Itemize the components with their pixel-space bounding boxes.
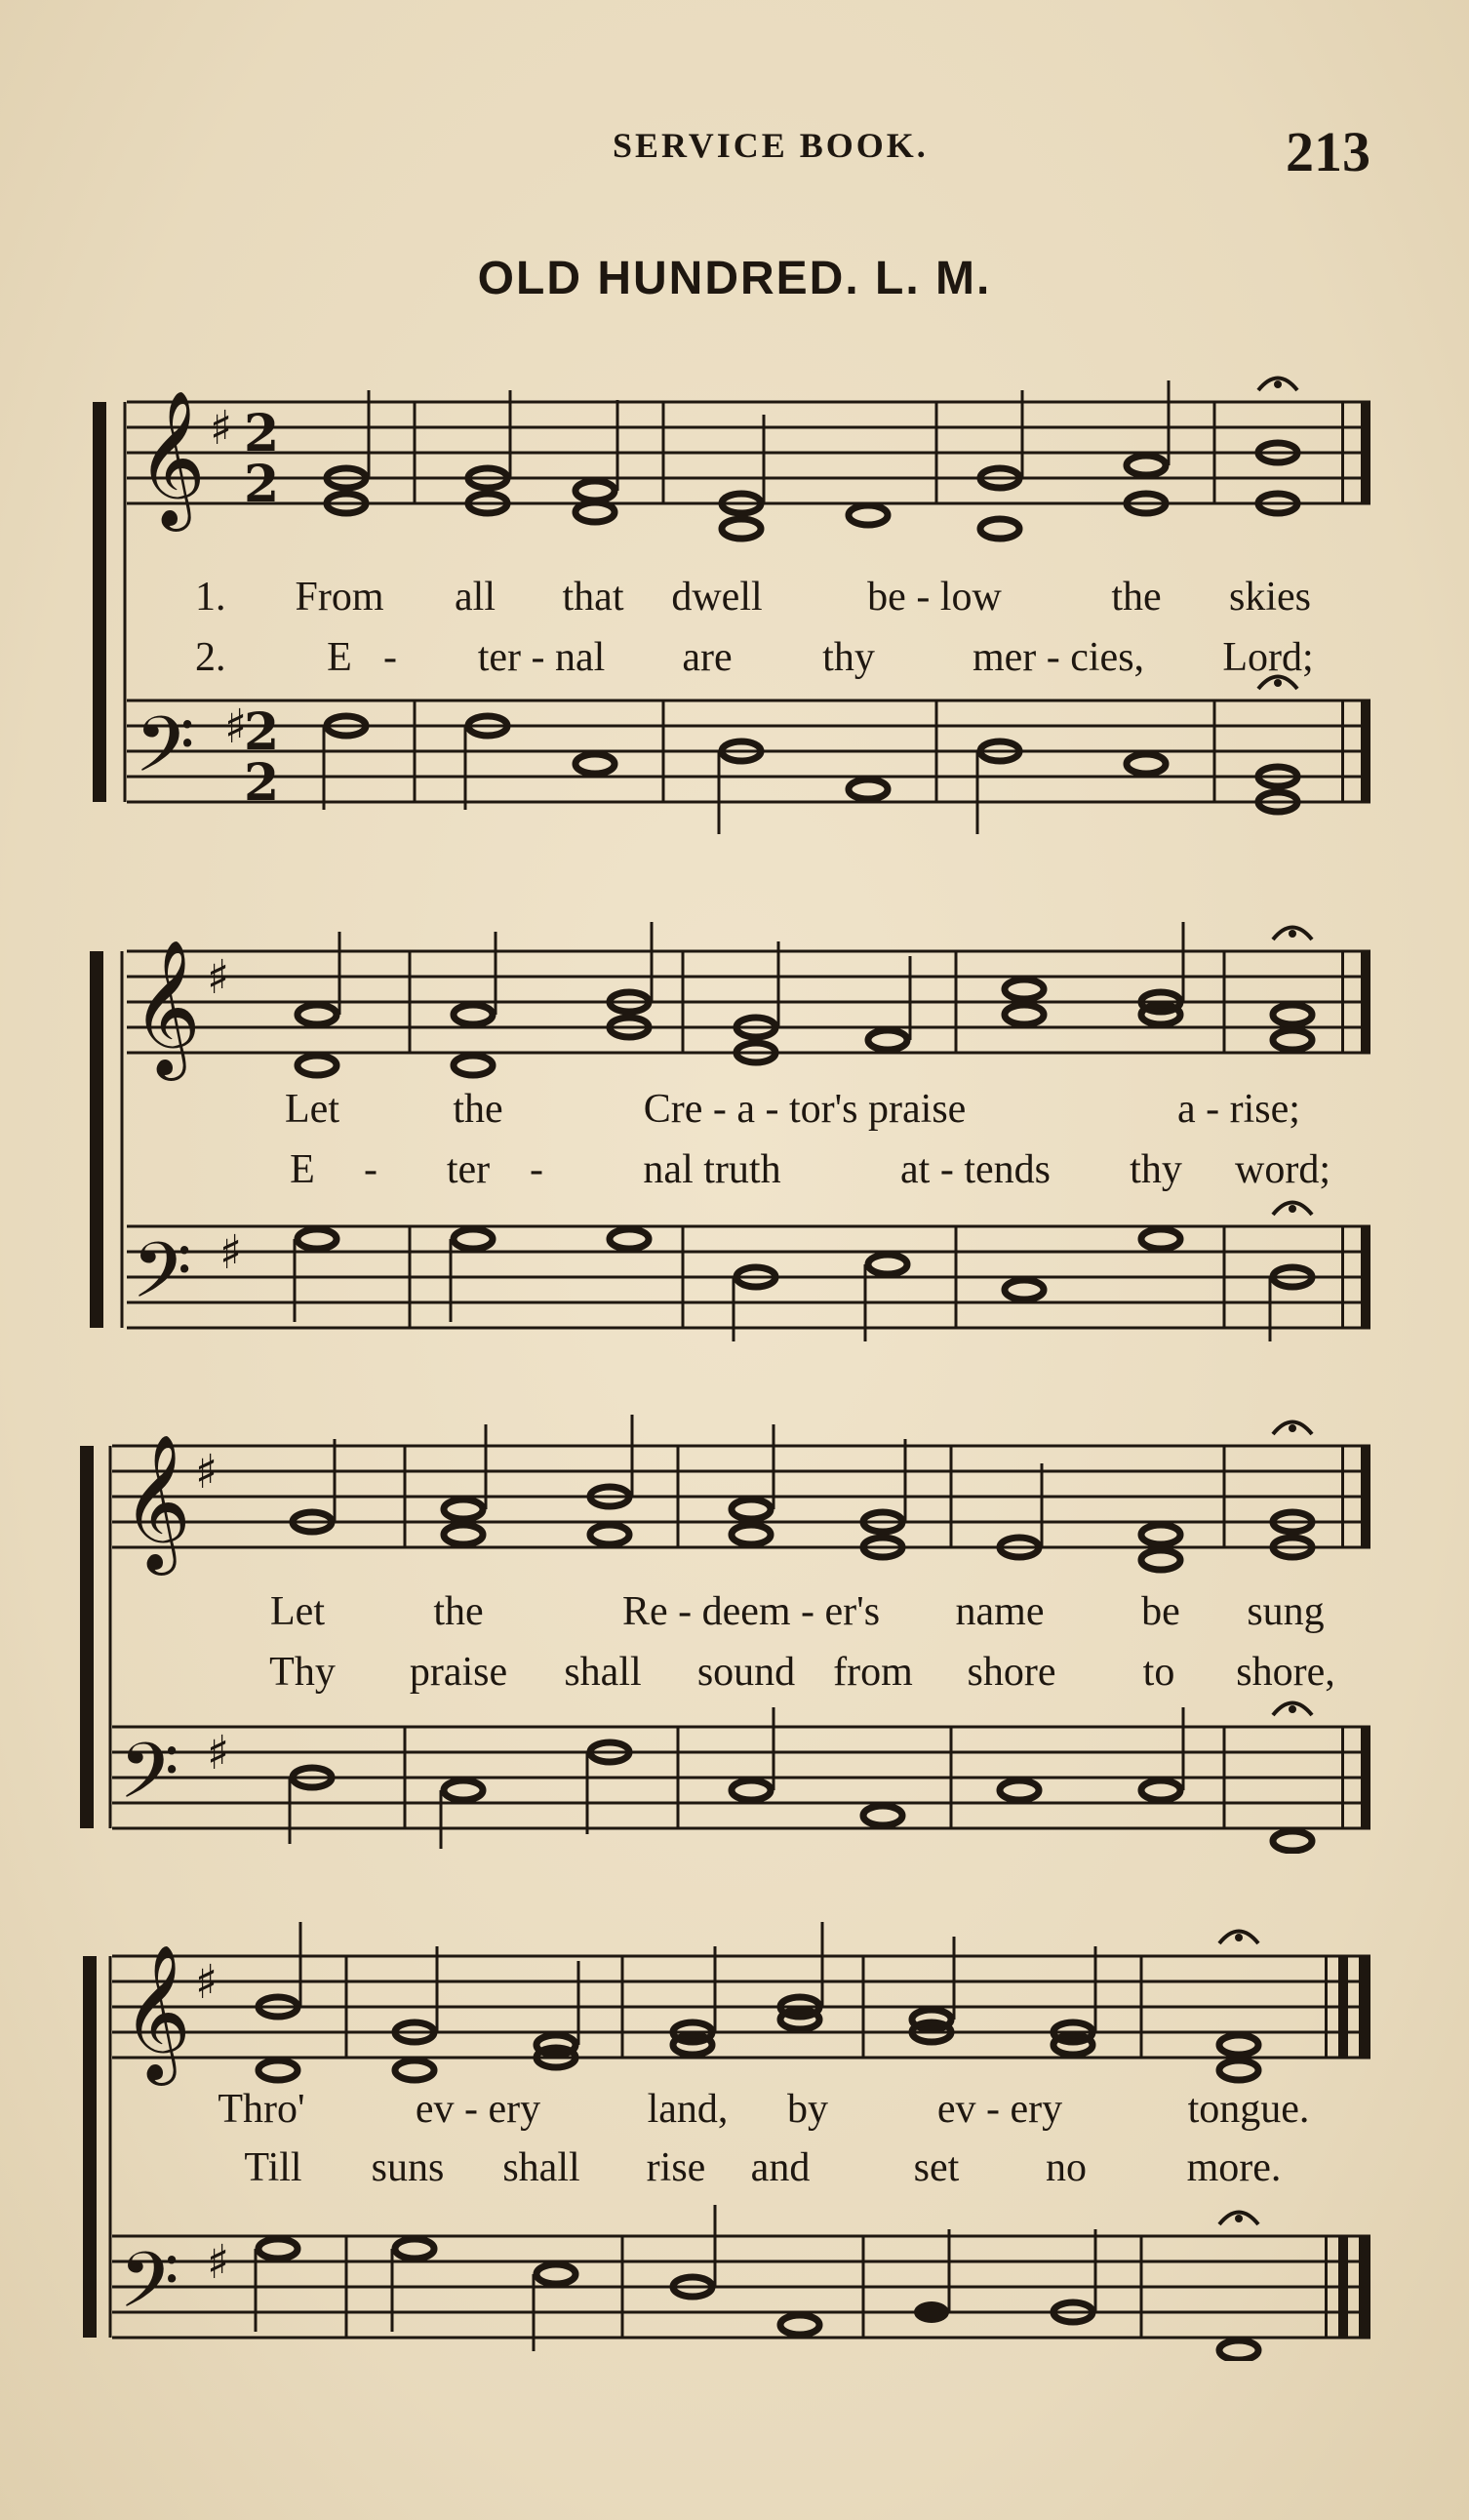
lyric-syllable: a - rise;: [1177, 1087, 1300, 1132]
svg-text:♯: ♯: [207, 950, 230, 1005]
running-head: [0, 119, 1469, 187]
lyric-syllable: shore,: [1236, 1650, 1335, 1695]
music-system-1: [0, 361, 1469, 839]
lyric-syllable: all: [455, 575, 496, 620]
svg-text:2: 2: [244, 455, 280, 514]
svg-text:𝄞: 𝄞: [137, 390, 206, 526]
lyric-syllable: praise: [409, 1650, 508, 1695]
lyric-syllable: and: [750, 2145, 811, 2190]
lyric-syllable: skies: [1229, 575, 1311, 620]
svg-text:♯: ♯: [207, 1726, 230, 1780]
lyric-syllable: dwell: [671, 575, 763, 620]
lyric-syllable: shall: [502, 2145, 580, 2190]
svg-text:♯: ♯: [224, 700, 248, 754]
lyric-syllable: be: [1141, 1589, 1180, 1634]
svg-text:𝄢: 𝄢: [119, 2235, 179, 2344]
svg-text:♯: ♯: [195, 1955, 218, 2010]
svg-text:♯: ♯: [207, 2235, 230, 2290]
lyric-syllable: thy: [1130, 1147, 1182, 1192]
lyric-syllable: nal truth: [643, 1147, 781, 1192]
lyric-syllable: no: [1046, 2145, 1087, 2190]
svg-text:𝄢: 𝄢: [132, 1225, 192, 1335]
lyric-syllable: Thy: [269, 1650, 336, 1695]
lyric-syllable: sung: [1247, 1589, 1325, 1634]
hymn-title: OLD HUNDRED. L. M.: [477, 253, 992, 304]
lyric-syllable: at - tends: [900, 1147, 1051, 1192]
lyric-syllable: Let: [270, 1589, 325, 1634]
lyric-syllable: be - low: [867, 575, 1002, 620]
verse1-line-2: [0, 1086, 1469, 1137]
lyric-syllable: more.: [1186, 2145, 1282, 2190]
lyric-syllable: sound: [696, 1650, 796, 1695]
lyric-syllable: the: [1111, 575, 1162, 620]
music-system-4: [0, 1902, 1469, 2361]
lyric-syllable: -: [383, 635, 397, 680]
verse2-line-2: [0, 1146, 1469, 1197]
music-system-3: [0, 1405, 1469, 1854]
lyric-syllable: -: [364, 1147, 377, 1192]
lyric-syllable: Cre - a - tor's praise: [643, 1087, 967, 1132]
verse1-line-3: [0, 1588, 1469, 1639]
lyric-syllable: by: [787, 2087, 828, 2132]
lyric-syllable: ter: [446, 1147, 491, 1192]
svg-text:𝄢: 𝄢: [135, 700, 195, 809]
lyric-syllable: thy: [822, 635, 875, 680]
verse1-line-1: [0, 574, 1469, 624]
svg-text:♯: ♯: [219, 1225, 243, 1280]
lyric-syllable: E: [327, 635, 352, 680]
lyric-syllable: the: [453, 1087, 503, 1132]
lyric-syllable: shore: [967, 1650, 1056, 1695]
lyric-syllable: suns: [371, 2145, 445, 2190]
lyric-syllable: tongue.: [1187, 2087, 1310, 2132]
svg-text:𝄞: 𝄞: [122, 1944, 191, 2080]
verse2-line-3: [0, 1649, 1469, 1700]
music-system-2: [0, 912, 1469, 1351]
svg-text:𝄞: 𝄞: [122, 1434, 191, 1570]
running-title: SERVICE BOOK.: [613, 126, 929, 165]
verse-number: 2.: [195, 635, 226, 680]
verse2-line-1: [0, 634, 1469, 685]
svg-text:2: 2: [244, 753, 280, 813]
lyric-syllable: name: [955, 1589, 1045, 1634]
lyric-syllable: rise: [646, 2145, 706, 2190]
svg-text:♯: ♯: [210, 401, 233, 456]
lyric-syllable: set: [913, 2145, 960, 2190]
lyric-syllable: -: [530, 1147, 543, 1192]
lyric-syllable: to: [1142, 1650, 1175, 1695]
lyric-syllable: Let: [285, 1087, 339, 1132]
lyric-syllable: are: [682, 635, 733, 680]
svg-text:𝄢: 𝄢: [119, 1726, 179, 1835]
svg-text:♯: ♯: [195, 1445, 218, 1500]
lyric-syllable: Thro': [218, 2087, 305, 2132]
page-number: 213: [1286, 120, 1370, 183]
verse-number: 1.: [195, 575, 226, 620]
lyric-syllable: E: [290, 1147, 315, 1192]
svg-text:2: 2: [244, 702, 280, 762]
lyric-syllable: Re - deem - er's: [621, 1589, 881, 1634]
lyric-syllable: From: [295, 575, 384, 620]
lyric-syllable: ter - nal: [477, 635, 606, 680]
lyric-syllable: from: [833, 1650, 913, 1695]
lyric-syllable: ev - ery: [415, 2087, 541, 2132]
lyric-syllable: ev - ery: [936, 2087, 1063, 2132]
lyric-syllable: word;: [1235, 1147, 1330, 1192]
svg-text:2: 2: [244, 404, 280, 463]
lyric-syllable: that: [562, 575, 624, 620]
lyric-syllable: land,: [647, 2087, 729, 2132]
svg-text:𝄞: 𝄞: [132, 940, 201, 1075]
verse2-line-4: [0, 2144, 1469, 2195]
lyric-syllable: Lord;: [1222, 635, 1314, 680]
verse1-line-4: [0, 2086, 1469, 2137]
lyric-syllable: mer - cies,: [972, 635, 1145, 680]
lyric-syllable: Till: [244, 2145, 302, 2190]
lyric-syllable: the: [433, 1589, 484, 1634]
lyric-syllable: shall: [564, 1650, 642, 1695]
